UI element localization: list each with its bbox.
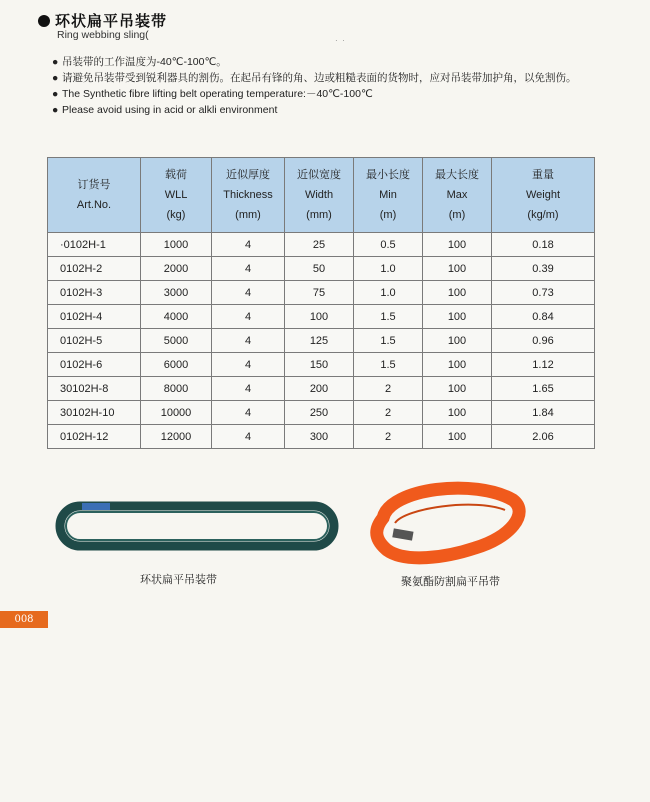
table-cell: 4	[212, 353, 285, 377]
ring-sling-image	[52, 496, 342, 558]
bullet-icon: ●	[52, 88, 59, 100]
table-cell: 0.5	[354, 233, 423, 257]
cell-art-no: 30102H-8	[48, 377, 141, 401]
table-cell: 2	[354, 377, 423, 401]
note-item	[52, 54, 612, 70]
table-cell: 100	[285, 305, 354, 329]
table-cell: 1.0	[354, 281, 423, 305]
table-cell: 100	[423, 281, 492, 305]
table-cell: 100	[423, 377, 492, 401]
table-row	[48, 401, 595, 425]
note-item	[52, 70, 612, 86]
table-cell: 6000	[141, 353, 212, 377]
cell-art-no: 0102H-5	[48, 329, 141, 353]
header-weight: 重量 Weight (kg/m)	[492, 158, 595, 233]
table-cell: 1.5	[354, 353, 423, 377]
table-cell: 4000	[141, 305, 212, 329]
table-cell: 1.12	[492, 353, 595, 377]
table-cell: 200	[285, 377, 354, 401]
table-cell: 12000	[141, 425, 212, 449]
note-text: The Synthetic fibre lifting belt operating temperature:－40℃-100℃	[62, 88, 373, 100]
table-row	[48, 257, 595, 281]
table-cell: 2	[354, 425, 423, 449]
table-cell: 4	[212, 401, 285, 425]
note-text: 请避免吊装带受到锐利器具的割伤。在起吊有锋的角、边或粗糙表面的货物时，应对吊装带加护角，以免割伤。	[62, 72, 577, 84]
note-text: 吊装带的工作温度为-40℃-100℃。	[62, 56, 227, 68]
table-cell: 150	[285, 353, 354, 377]
table-cell: 5000	[141, 329, 212, 353]
table-row	[48, 425, 595, 449]
table-row	[48, 233, 595, 257]
header-wll: 载荷 WLL (kg)	[141, 158, 212, 233]
caption-ring-sling: 环状扁平吊装带	[140, 574, 217, 586]
table-cell: 8000	[141, 377, 212, 401]
table-cell: 300	[285, 425, 354, 449]
table-cell: 100	[423, 353, 492, 377]
table-row	[48, 353, 595, 377]
note-item	[52, 102, 612, 118]
title-bullet-icon	[38, 15, 50, 27]
title-row	[38, 10, 167, 31]
table-cell: 125	[285, 329, 354, 353]
table-cell: 100	[423, 305, 492, 329]
table-cell: 1.65	[492, 377, 595, 401]
spec-table	[47, 157, 595, 449]
table-cell: 4	[212, 377, 285, 401]
bullet-icon: ●	[52, 56, 59, 68]
header-max: 最大长度 Max (m)	[423, 158, 492, 233]
table-cell: 4	[212, 305, 285, 329]
pu-sling-image	[365, 478, 530, 578]
table-cell: 100	[423, 257, 492, 281]
table-cell: 4	[212, 281, 285, 305]
cell-art-no: 0102H-3	[48, 281, 141, 305]
header-art-no: 订货号 Art.No.	[48, 158, 141, 233]
table-cell: 0.39	[492, 257, 595, 281]
table-cell: 4	[212, 257, 285, 281]
bullet-icon: ●	[52, 104, 59, 116]
table-cell: 25	[285, 233, 354, 257]
table-cell: 0.84	[492, 305, 595, 329]
table-cell: 1.0	[354, 257, 423, 281]
note-text: Please avoid using in acid or alkli environment	[62, 104, 278, 116]
caption-pu-sling: 聚氨酯防割扁平吊带	[401, 576, 500, 588]
table-cell: 0.96	[492, 329, 595, 353]
note-item	[52, 86, 612, 102]
table-cell: 250	[285, 401, 354, 425]
table-cell: 1.5	[354, 329, 423, 353]
table-cell: 0.18	[492, 233, 595, 257]
scan-dots: · ·	[335, 36, 345, 45]
page-subtitle: Ring webbing sling(	[57, 29, 149, 41]
table-cell: 100	[423, 401, 492, 425]
bullet-icon: ●	[52, 72, 59, 84]
page-number-tab: 008	[0, 611, 48, 628]
table-cell: 100	[423, 425, 492, 449]
cell-art-no: ·0102H-1	[48, 233, 141, 257]
table-cell: 2	[354, 401, 423, 425]
table-cell: 75	[285, 281, 354, 305]
table-cell: 1.84	[492, 401, 595, 425]
cell-art-no: 0102H-6	[48, 353, 141, 377]
header-min: 最小长度 Min (m)	[354, 158, 423, 233]
table-cell: 4	[212, 233, 285, 257]
cell-art-no: 30102H-10	[48, 401, 141, 425]
table-cell: 100	[423, 329, 492, 353]
notes-list	[52, 54, 612, 118]
table-cell: 0.73	[492, 281, 595, 305]
header-thickness: 近似厚度 Thickness (mm)	[212, 158, 285, 233]
table-header-row	[48, 158, 595, 233]
page-title: 环状扁平吊装带	[55, 13, 168, 30]
table-cell: 3000	[141, 281, 212, 305]
table-cell: 1000	[141, 233, 212, 257]
table-cell: 2000	[141, 257, 212, 281]
cell-art-no: 0102H-12	[48, 425, 141, 449]
table-row	[48, 281, 595, 305]
table-cell: 10000	[141, 401, 212, 425]
cell-art-no: 0102H-2	[48, 257, 141, 281]
table-cell: 50	[285, 257, 354, 281]
table-cell: 4	[212, 425, 285, 449]
table-cell: 2.06	[492, 425, 595, 449]
table-cell: 100	[423, 233, 492, 257]
table-row	[48, 377, 595, 401]
table-cell: 4	[212, 329, 285, 353]
cell-art-no: 0102H-4	[48, 305, 141, 329]
table-row	[48, 305, 595, 329]
table-row	[48, 329, 595, 353]
table-cell: 1.5	[354, 305, 423, 329]
header-width: 近似宽度 Width (mm)	[285, 158, 354, 233]
